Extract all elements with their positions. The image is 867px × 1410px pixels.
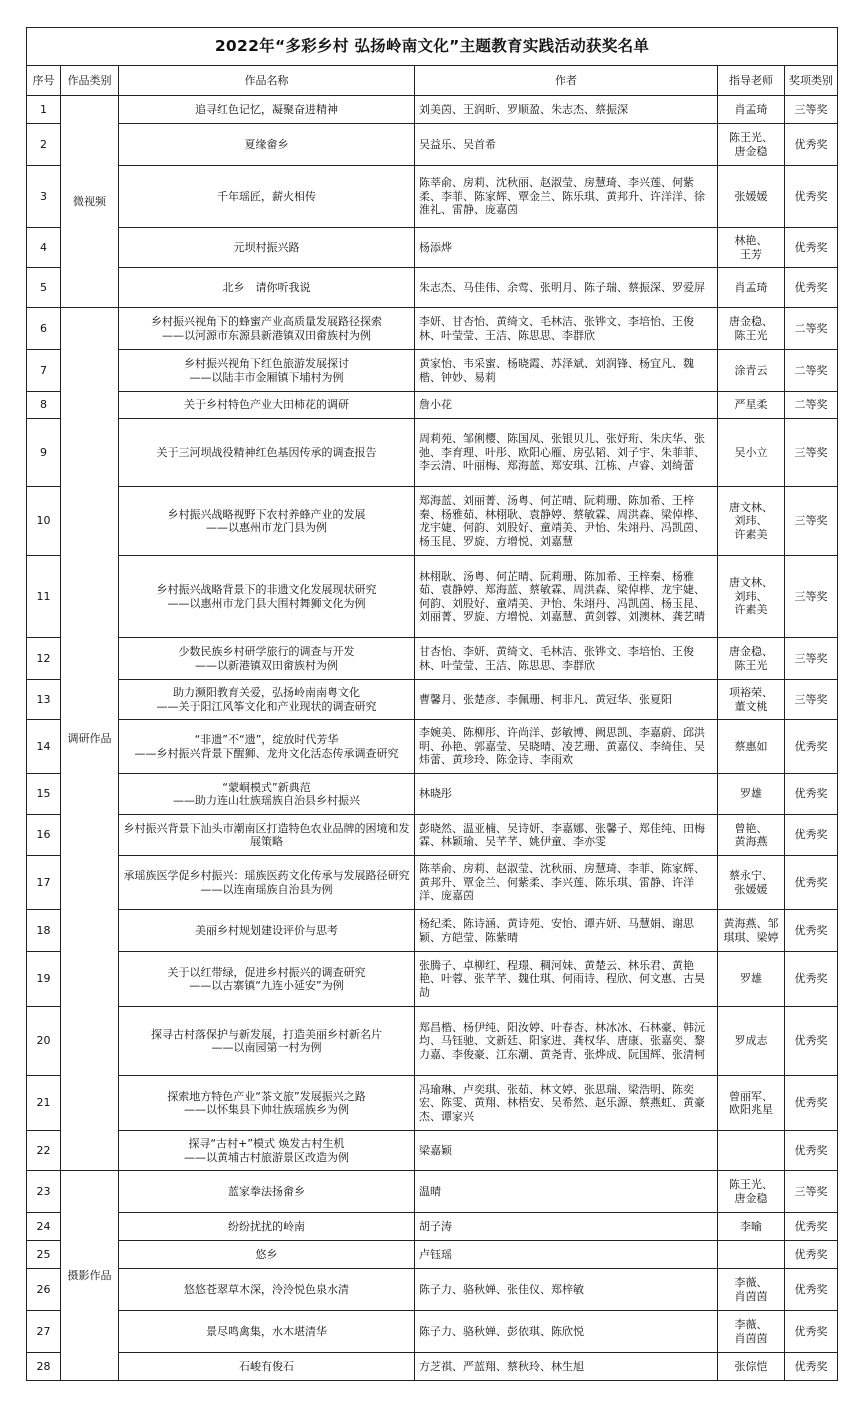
table-row — [27, 1353, 838, 1381]
work-teacher: 蔡惠如 — [718, 720, 785, 774]
work-award: 优秀奖 — [785, 856, 838, 910]
work-authors: 曹馨月、张楚彦、李佩珊、柯非凡、黄冠华、张夏阳 — [415, 680, 718, 720]
table-row — [27, 556, 838, 638]
row-seq: 3 — [27, 166, 61, 228]
row-seq: 9 — [27, 419, 61, 487]
row-seq: 2 — [27, 124, 61, 166]
work-award: 三等奖 — [785, 638, 838, 680]
work-authors: 张腾子、卓柳红、程璟、稠河妹、黄楚云、林乐君、黄艳艳、叶蓉、张芊芊、魏仕琪、何雨诗、程欣、何文惠、古昊劼 — [415, 952, 718, 1007]
work-authors: 李妍、甘杏怡、黄绮文、毛林洁、张铧文、李培怡、王俊林、叶莹莹、王洁、陈思思、李群欣 — [415, 308, 718, 350]
work-teacher: 陈王光、 唐金稳 — [718, 1171, 785, 1213]
row-seq: 5 — [27, 268, 61, 308]
work-name: 石峻有俊石 — [119, 1353, 415, 1381]
work-name: 乡村振兴视角下的蜂蜜产业高质量发展路径探索 ——以河源市东源县新港镇双田畲族村为例 — [119, 308, 415, 350]
table-row — [27, 96, 838, 124]
work-award: 优秀奖 — [785, 1353, 838, 1381]
work-authors: 杨添烨 — [415, 228, 718, 268]
category-cell: 调研作品 — [61, 308, 119, 1171]
work-authors: 甘杏怡、李妍、黄绮文、毛林洁、张铧文、李培怡、王俊林、叶莹莹、王洁、陈思思、李群欣 — [415, 638, 718, 680]
work-authors: 温晴 — [415, 1171, 718, 1213]
work-name: 悠乡 — [119, 1241, 415, 1269]
award-list-sheet — [26, 27, 837, 1381]
table-row — [27, 268, 838, 308]
work-authors: 林晓彤 — [415, 774, 718, 815]
table-row — [27, 1171, 838, 1213]
work-award: 优秀奖 — [785, 1241, 838, 1269]
work-teacher — [718, 1131, 785, 1171]
work-authors: 陈子力、骆秋婵、彭依琪、陈欣悦 — [415, 1311, 718, 1353]
work-authors: 胡子涛 — [415, 1213, 718, 1241]
work-authors: 吴益乐、吴首希 — [415, 124, 718, 166]
work-authors: 郑海蓝、刘丽菁、汤粤、何芷晴、阮莉珊、陈加希、王梓秦、杨雅茹、林栩耿、袁静婷、蔡敏霖、周洪森、梁倬桦、龙宇婕、何韵、刘股好、童靖美、尹怡、朱翊丹、冯凯茵、杨玉昆、罗旋、方增悦、刘嘉慧 — [415, 487, 718, 556]
work-authors: 詹小花 — [415, 392, 718, 419]
work-teacher: 肖孟琦 — [718, 268, 785, 308]
work-award: 优秀奖 — [785, 1269, 838, 1311]
work-teacher: 项裕荣、 董文桃 — [718, 680, 785, 720]
row-seq: 27 — [27, 1311, 61, 1353]
row-seq: 19 — [27, 952, 61, 1007]
work-award: 优秀奖 — [785, 166, 838, 228]
table-row — [27, 1131, 838, 1171]
row-seq: 23 — [27, 1171, 61, 1213]
header-teacher: 指导老师 — [718, 66, 785, 96]
work-name: 关于以红带绿，促进乡村振兴的调查研究 ——以古寨镇“九连小延安”为例 — [119, 952, 415, 1007]
work-authors: 杨纪柔、陈诗涵、黄诗苑、安怡、谭卉妍、马慧娟、谢思颖、方皑莹、陈紫晴 — [415, 910, 718, 952]
table-row — [27, 815, 838, 856]
work-name: 助力濒阳教育关爱，弘扬岭南南粤文化 ——关于阳江风筝文化和产业现状的调查研究 — [119, 680, 415, 720]
header-seq: 序号 — [27, 66, 61, 96]
work-name: 少数民族乡村研学旅行的调查与开发 ——以新港镇双田畲族村为例 — [119, 638, 415, 680]
row-seq: 15 — [27, 774, 61, 815]
page-title: 2022年“多彩乡村 弘扬岭南文化”主题教育实践活动获奖名单 — [27, 28, 838, 66]
category-cell: 微视频 — [61, 96, 119, 308]
work-award: 优秀奖 — [785, 952, 838, 1007]
work-name: 千年瑶匠，薪火相传 — [119, 166, 415, 228]
row-seq: 10 — [27, 487, 61, 556]
work-teacher: 陈王光、 唐金稳 — [718, 124, 785, 166]
work-teacher: 罗成志 — [718, 1007, 785, 1076]
work-teacher: 蔡永宁、 张媛媛 — [718, 856, 785, 910]
table-body — [27, 96, 838, 1381]
work-teacher: 罗雄 — [718, 952, 785, 1007]
row-seq: 24 — [27, 1213, 61, 1241]
work-name: 探寻“古村+”模式 焕发古村生机 ——以黄埔古村旅游景区改造为例 — [119, 1131, 415, 1171]
work-authors: 陈莘俞、房莉、沈秋丽、赵淑莹、房慧琦、李兴莲、何紫柔、李菲、陈家辉、覃金兰、陈乐琪、黄邦升、许洋洋、徐淮礼、雷静、庞嘉茵 — [415, 166, 718, 228]
table-row — [27, 1007, 838, 1076]
work-authors: 彭晓然、温亚楠、吴诗妍、李嘉娜、张馨子、郑佳纯、田梅霖、林颖瑜、吴芊芊、姚伊童、李亦雯 — [415, 815, 718, 856]
work-authors: 卢钰瑶 — [415, 1241, 718, 1269]
work-award: 优秀奖 — [785, 774, 838, 815]
work-award: 三等奖 — [785, 556, 838, 638]
work-authors: 陈莘俞、房莉、赵淑莹、沈秋丽、房慧琦、李菲、陈家辉、黄邦升、覃金兰、何紫柔、李兴莲、陈乐琪、雷静、许洋洋、庞嘉茵 — [415, 856, 718, 910]
work-name: 悠悠苍翠草木深，泠泠悦色泉水清 — [119, 1269, 415, 1311]
row-seq: 14 — [27, 720, 61, 774]
work-teacher: 李薇、 肖茵茵 — [718, 1311, 785, 1353]
work-authors: 林栩耿、汤粤、何芷晴、阮莉珊、陈加希、王梓秦、杨雅茹、袁静婷、郑海蓝、蔡敏霖、周洪森、梁倬桦、龙宇婕、何韵、刘股好、童靖美、尹怡、朱翊丹、冯凯茵、杨玉昆、刘丽菁、罗旋、方增悦、刘嘉慧、黄剑蓉、刘澳林、龚艺晴 — [415, 556, 718, 638]
work-award: 三等奖 — [785, 1171, 838, 1213]
work-teacher — [718, 1241, 785, 1269]
table-row — [27, 350, 838, 392]
work-authors: 刘美茵、王润昕、罗顺盈、朱志杰、蔡振深 — [415, 96, 718, 124]
table-row — [27, 952, 838, 1007]
row-seq: 6 — [27, 308, 61, 350]
table-row — [27, 720, 838, 774]
work-authors: 黄家怡、韦采蜜、杨晓霞、苏泽斌、刘润锋、杨宜凡、魏楷、钟妙、易莉 — [415, 350, 718, 392]
work-award: 优秀奖 — [785, 910, 838, 952]
row-seq: 22 — [27, 1131, 61, 1171]
work-award: 优秀奖 — [785, 228, 838, 268]
work-teacher: 严星柔 — [718, 392, 785, 419]
work-authors: 周莉苑、邹俐樱、陈国凤、张银贝儿、张妤珩、朱庆华、张弛、李育理、叶彤、欧阳心雁、房弘韬、刘子宇、朱菲菲、李云清、叶丽梅、郑海蓝、郑安琪、江栋、卢睿、刘绮蕾 — [415, 419, 718, 487]
table-row — [27, 638, 838, 680]
table-row — [27, 910, 838, 952]
work-name: 承瑶族医学促乡村振兴：瑶族医药文化传承与发展路径研究 ——以连南瑶族自治县为例 — [119, 856, 415, 910]
header-name: 作品名称 — [119, 66, 415, 96]
work-award: 三等奖 — [785, 96, 838, 124]
work-award: 二等奖 — [785, 392, 838, 419]
work-name: 元坝村振兴路 — [119, 228, 415, 268]
row-seq: 20 — [27, 1007, 61, 1076]
work-name: 关于乡村特色产业大田柿花的调研 — [119, 392, 415, 419]
work-teacher: 林艳、 王芳 — [718, 228, 785, 268]
work-name: 夏缘畲乡 — [119, 124, 415, 166]
table-row — [27, 166, 838, 228]
work-authors: 方芝祺、严蓝翔、蔡秋玲、林生旭 — [415, 1353, 718, 1381]
work-teacher: 罗雄 — [718, 774, 785, 815]
work-authors: 李婉美、陈柳彤、许尚洋、彭敏博、阙思凯、李嘉蔚、邱洪明、孙艳、郭嘉莹、吴晓晴、凌艺珊、黄嘉仪、李绮佳、吴炜蕾、黄珍玲、陈金诗、李雨欢 — [415, 720, 718, 774]
work-authors: 陈子力、骆秋婵、张佳仪、郑梓敏 — [415, 1269, 718, 1311]
work-teacher: 李喻 — [718, 1213, 785, 1241]
work-authors: 朱志杰、马佳伟、余莺、张明月、陈子瑞、蔡振深、罗爱屏 — [415, 268, 718, 308]
work-teacher: 唐金稳、 陈王光 — [718, 308, 785, 350]
work-name: “蒙峒模式”新典范 ——助力连山壮族瑶族自治县乡村振兴 — [119, 774, 415, 815]
table-row — [27, 856, 838, 910]
header-row — [27, 66, 838, 96]
work-teacher: 肖孟琦 — [718, 96, 785, 124]
work-name: 探索地方特色产业“茶文旅”发展振兴之路 ——以怀集县下帅壮族瑶族乡为例 — [119, 1076, 415, 1131]
row-seq: 16 — [27, 815, 61, 856]
row-seq: 25 — [27, 1241, 61, 1269]
work-teacher: 张倧恺 — [718, 1353, 785, 1381]
table-row — [27, 1241, 838, 1269]
work-award: 优秀奖 — [785, 124, 838, 166]
table-row — [27, 124, 838, 166]
row-seq: 1 — [27, 96, 61, 124]
work-teacher: 唐文林、 刘玮、 许素美 — [718, 556, 785, 638]
work-teacher: 唐文林、 刘玮、 许素美 — [718, 487, 785, 556]
work-award: 二等奖 — [785, 308, 838, 350]
row-seq: 8 — [27, 392, 61, 419]
table-row — [27, 1269, 838, 1311]
work-name: 乡村振兴战略视野下农村养蜂产业的发展 ——以惠州市龙门县为例 — [119, 487, 415, 556]
work-award: 三等奖 — [785, 487, 838, 556]
work-award: 优秀奖 — [785, 815, 838, 856]
work-name: 追寻红色记忆，凝聚奋进精神 — [119, 96, 415, 124]
category-cell: 摄影作品 — [61, 1171, 119, 1381]
work-award: 优秀奖 — [785, 720, 838, 774]
work-name: 乡村振兴战略背景下的非遗文化发展现状研究 ——以惠州市龙门县大围村舞狮文化为例 — [119, 556, 415, 638]
work-name: 乡村振兴背景下汕头市潮南区打造特色农业品牌的困境和发展策略 — [119, 815, 415, 856]
work-name: 纷纷扰扰的岭南 — [119, 1213, 415, 1241]
table-row — [27, 228, 838, 268]
award-table — [26, 27, 838, 1381]
work-name: “非遗”不“遗”，绽放时代芳华 ——乡村振兴背景下醒狮、龙舟文化活态传承调查研究 — [119, 720, 415, 774]
work-teacher: 张媛媛 — [718, 166, 785, 228]
work-teacher: 李薇、 肖茵茵 — [718, 1269, 785, 1311]
header-award: 奖项类别 — [785, 66, 838, 96]
row-seq: 18 — [27, 910, 61, 952]
work-name: 北乡 请你听我说 — [119, 268, 415, 308]
row-seq: 21 — [27, 1076, 61, 1131]
row-seq: 12 — [27, 638, 61, 680]
work-authors: 冯瑜琳、卢奕琪、张茹、林文婷、张思瑞、梁浩明、陈奕宏、陈雯、黄翔、林梧安、吴希然、赵乐源、蔡燕虹、黄豪杰、谭家兴 — [415, 1076, 718, 1131]
work-name: 关于三河坝战役精神红色基因传承的调查报告 — [119, 419, 415, 487]
table-row — [27, 419, 838, 487]
row-seq: 13 — [27, 680, 61, 720]
table-row — [27, 308, 838, 350]
work-name: 景尽鸣禽集，水木堪清华 — [119, 1311, 415, 1353]
table-row — [27, 487, 838, 556]
table-row — [27, 392, 838, 419]
row-seq: 4 — [27, 228, 61, 268]
row-seq: 17 — [27, 856, 61, 910]
work-award: 二等奖 — [785, 350, 838, 392]
work-teacher: 唐金稳、 陈王光 — [718, 638, 785, 680]
table-row — [27, 680, 838, 720]
work-award: 优秀奖 — [785, 1131, 838, 1171]
work-award: 三等奖 — [785, 419, 838, 487]
work-teacher: 曾艳、 黄海燕 — [718, 815, 785, 856]
header-category: 作品类别 — [61, 66, 119, 96]
header-authors: 作者 — [415, 66, 718, 96]
work-award: 优秀奖 — [785, 1007, 838, 1076]
work-award: 优秀奖 — [785, 1311, 838, 1353]
table-row — [27, 774, 838, 815]
work-name: 美丽乡村规划建设评价与思考 — [119, 910, 415, 952]
row-seq: 7 — [27, 350, 61, 392]
work-teacher: 曾丽军、 欧阳兆星 — [718, 1076, 785, 1131]
row-seq: 26 — [27, 1269, 61, 1311]
row-seq: 11 — [27, 556, 61, 638]
work-name: 乡村振兴视角下红色旅游发展探讨 ——以陆丰市金厢镇下埔村为例 — [119, 350, 415, 392]
work-authors: 郑昌楷、杨伊纯、阳汝婷、叶春杏、林冰冰、石林豪、韩沅均、马钰驰、文新廷、阳家进、龚权华、唐康、张嘉奕、黎力嘉、李俊豪、江东潮、黄尧青、张烨成、阮国辉、张清柯 — [415, 1007, 718, 1076]
work-award: 优秀奖 — [785, 1076, 838, 1131]
work-award: 优秀奖 — [785, 1213, 838, 1241]
work-teacher: 涂青云 — [718, 350, 785, 392]
work-name: 探寻古村落保护与新发展，打造美丽乡村新名片 ——以南园第一村为例 — [119, 1007, 415, 1076]
work-award: 三等奖 — [785, 680, 838, 720]
table-row — [27, 1213, 838, 1241]
table-row — [27, 1076, 838, 1131]
row-seq: 28 — [27, 1353, 61, 1381]
work-authors: 梁嘉颖 — [415, 1131, 718, 1171]
work-teacher: 吴小立 — [718, 419, 785, 487]
work-award: 优秀奖 — [785, 268, 838, 308]
work-name: 蓝家拳法扬畲乡 — [119, 1171, 415, 1213]
table-row — [27, 1311, 838, 1353]
work-teacher: 黄海燕、邹琪琪、梁婷 — [718, 910, 785, 952]
